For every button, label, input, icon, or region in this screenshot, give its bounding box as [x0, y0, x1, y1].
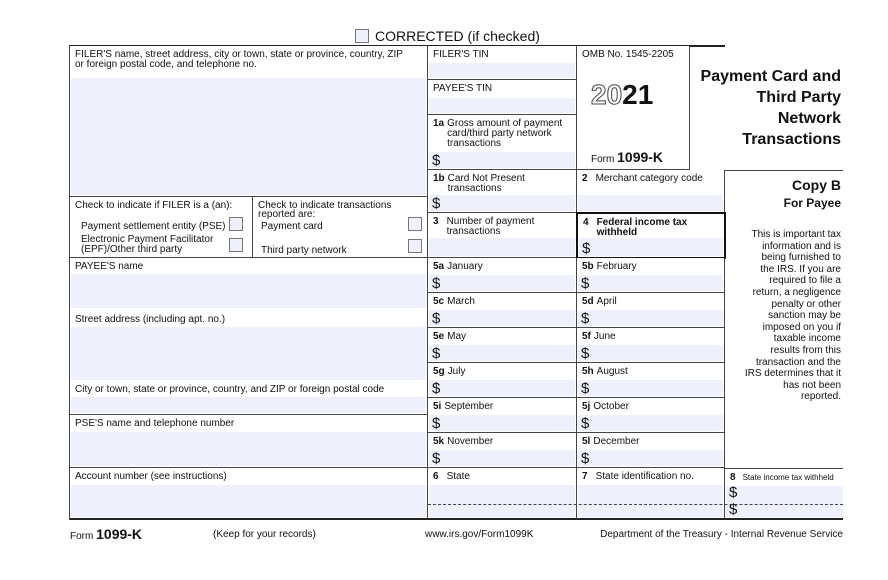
box-1b-field[interactable]	[428, 170, 577, 213]
box-5g-field[interactable]	[428, 363, 577, 398]
box-5c-field[interactable]	[428, 293, 577, 328]
payee-section	[70, 258, 428, 415]
box-4-field[interactable]	[576, 212, 726, 259]
dollar-sign: $	[432, 345, 441, 362]
month-num: 5a	[433, 261, 445, 272]
box-5h-field[interactable]	[577, 363, 725, 398]
payment-card-label: Payment card	[261, 221, 323, 232]
irs-url[interactable]: www.irs.gov/Form1099K	[425, 529, 534, 540]
month-label: September	[444, 401, 494, 412]
street-label: Street address (including apt. no.)	[75, 314, 226, 325]
month-label: March	[447, 296, 475, 307]
payee-tin-field[interactable]	[428, 80, 577, 115]
box-5a-field[interactable]	[428, 258, 577, 293]
month-label: November	[447, 436, 494, 447]
notice-text: This is important tax information and is being furnished to the IRS. If you are required to file a return, a negligence penalty or other sanction may be imposed on you if taxable income results from this transaction and the IRS determines that it has not been reported.	[744, 229, 841, 403]
box-7-num: 7	[582, 471, 588, 482]
third-party-network-label: Third party network	[261, 245, 347, 256]
dollar-sign: $	[432, 380, 441, 397]
filer-type-section	[70, 197, 253, 258]
month-label: February	[596, 261, 637, 272]
box-5b-field[interactable]	[577, 258, 725, 293]
month-num: 5c	[433, 296, 445, 307]
form-number: 1099-K	[617, 149, 664, 165]
dollar-sign: $	[582, 240, 591, 257]
trans-type-label: Check to indicate transactions reported are:	[258, 200, 392, 220]
account-label: Account number (see instructions)	[75, 471, 227, 482]
footer-form-number: 1099-K	[96, 526, 143, 542]
pse-label: Payment settlement entity (PSE)	[81, 221, 226, 232]
dollar-sign: $	[432, 415, 441, 432]
pse-name-field[interactable]	[70, 415, 428, 468]
month-num: 5i	[433, 401, 442, 412]
dollar-sign: $	[432, 310, 441, 327]
month-num: 5k	[433, 436, 445, 447]
corrected-checkbox[interactable]	[355, 29, 369, 43]
payment-card-checkbox[interactable]	[408, 217, 422, 231]
dollar-sign: $	[729, 484, 738, 501]
dollar-sign: $	[729, 501, 738, 518]
year-bold: 21	[622, 79, 654, 110]
state-divider	[428, 504, 843, 505]
third-party-network-checkbox[interactable]	[408, 239, 422, 253]
city-label: City or town, state or province, country, and ZIP or foreign postal code	[75, 384, 385, 395]
transaction-type-section	[253, 197, 428, 258]
box-2-label: Merchant category code	[595, 173, 703, 184]
payee-name-field[interactable]	[71, 274, 426, 308]
month-num: 5d	[582, 296, 594, 307]
epf-label: Electronic Payment Facilitator (EPF)/Other third party	[81, 234, 214, 255]
month-num: 5j	[582, 401, 591, 412]
month-num: 5e	[433, 331, 445, 342]
box-6-label: State	[446, 471, 470, 482]
dollar-sign: $	[581, 275, 590, 292]
month-label: May	[447, 331, 467, 342]
box-1a-label: Gross amount of payment card/third party network transactions	[447, 118, 563, 149]
box-5l-field[interactable]	[577, 433, 725, 468]
box-5e-field[interactable]	[428, 328, 577, 363]
month-num: 5l	[582, 436, 591, 447]
box-2-field[interactable]	[577, 170, 725, 213]
box-3-field[interactable]	[428, 213, 577, 258]
filer-type-label: Check to indicate if FILER is a (an):	[75, 200, 233, 211]
department: Department of the Treasury - Internal Revenue Service	[600, 529, 843, 540]
form-word: Form	[591, 154, 615, 165]
keep-records: (Keep for your records)	[213, 529, 316, 540]
month-num: 5f	[582, 331, 591, 342]
city-field[interactable]	[71, 397, 426, 413]
box-1a-field[interactable]	[428, 115, 577, 170]
form-title: Payment Card and Third Party Network Transactions	[700, 68, 841, 148]
month-label: August	[596, 366, 628, 377]
dollar-sign: $	[581, 415, 590, 432]
dollar-sign: $	[432, 450, 441, 467]
copy-label: Copy B	[792, 177, 841, 193]
box-7-label: State identification no.	[595, 471, 694, 482]
omb-number: OMB No. 1545-2205	[582, 49, 674, 60]
footer-form-word: Form	[70, 531, 94, 542]
dollar-sign: $	[581, 380, 590, 397]
month-num: 5h	[582, 366, 594, 377]
box-6-num: 6	[433, 471, 439, 482]
copy-for: For Payee	[783, 196, 841, 210]
pse-checkbox[interactable]	[229, 217, 243, 231]
epf-checkbox[interactable]	[229, 238, 243, 252]
filer-label: FILER'S name, street address, city or town, state or province, country, ZIP or foreign postal code, and telephone no.	[75, 49, 403, 70]
dollar-sign: $	[581, 310, 590, 327]
box-3-num: 3	[433, 216, 439, 227]
omb-year-box	[577, 46, 690, 170]
month-label: June	[593, 331, 616, 342]
box-5d-field[interactable]	[577, 293, 725, 328]
box-8-field[interactable]	[725, 468, 843, 520]
box-5j-field[interactable]	[577, 398, 725, 433]
box-5f-field[interactable]	[577, 328, 725, 363]
dollar-sign: $	[432, 152, 441, 169]
dollar-sign: $	[581, 345, 590, 362]
box-8-label: State income tax withheld	[742, 473, 834, 482]
box-6-field[interactable]	[428, 468, 577, 520]
dollar-sign: $	[432, 275, 441, 292]
box-5k-field[interactable]	[428, 433, 577, 468]
corrected-label: CORRECTED (if checked)	[375, 28, 540, 44]
payee-tin-label: PAYEE'S TIN	[433, 83, 493, 94]
month-num: 5g	[433, 366, 445, 377]
dollar-sign: $	[432, 195, 441, 212]
street-field[interactable]	[71, 327, 426, 380]
account-number-field[interactable]	[70, 468, 428, 520]
month-label: October	[593, 401, 629, 412]
box-1b-num: 1b	[433, 173, 445, 184]
year-outline: 20	[591, 79, 623, 110]
box-4-label: Federal income tax withheld	[596, 217, 688, 238]
month-label: July	[447, 366, 466, 377]
box-2-num: 2	[582, 173, 588, 184]
box-1a-num: 1a	[433, 118, 445, 129]
filer-tin-field[interactable]	[428, 46, 577, 80]
pse-name-label: PSE'S name and telephone number	[75, 418, 235, 429]
box-8-num: 8	[730, 472, 736, 483]
filer-tin-label: FILER'S TIN	[433, 49, 489, 60]
month-label: December	[593, 436, 640, 447]
month-num: 5b	[582, 261, 594, 272]
box-3-label: Number of payment transactions	[446, 216, 535, 237]
dollar-sign: $	[581, 450, 590, 467]
month-label: January	[447, 261, 483, 272]
month-label: April	[596, 296, 617, 307]
box-1b-label: Card Not Present transactions	[447, 173, 525, 194]
payee-name-label: PAYEE'S name	[75, 261, 144, 272]
filer-info-field[interactable]	[70, 46, 428, 197]
box-4-num: 4	[583, 217, 589, 228]
box-5i-field[interactable]	[428, 398, 577, 433]
box-7-field[interactable]	[577, 468, 725, 520]
